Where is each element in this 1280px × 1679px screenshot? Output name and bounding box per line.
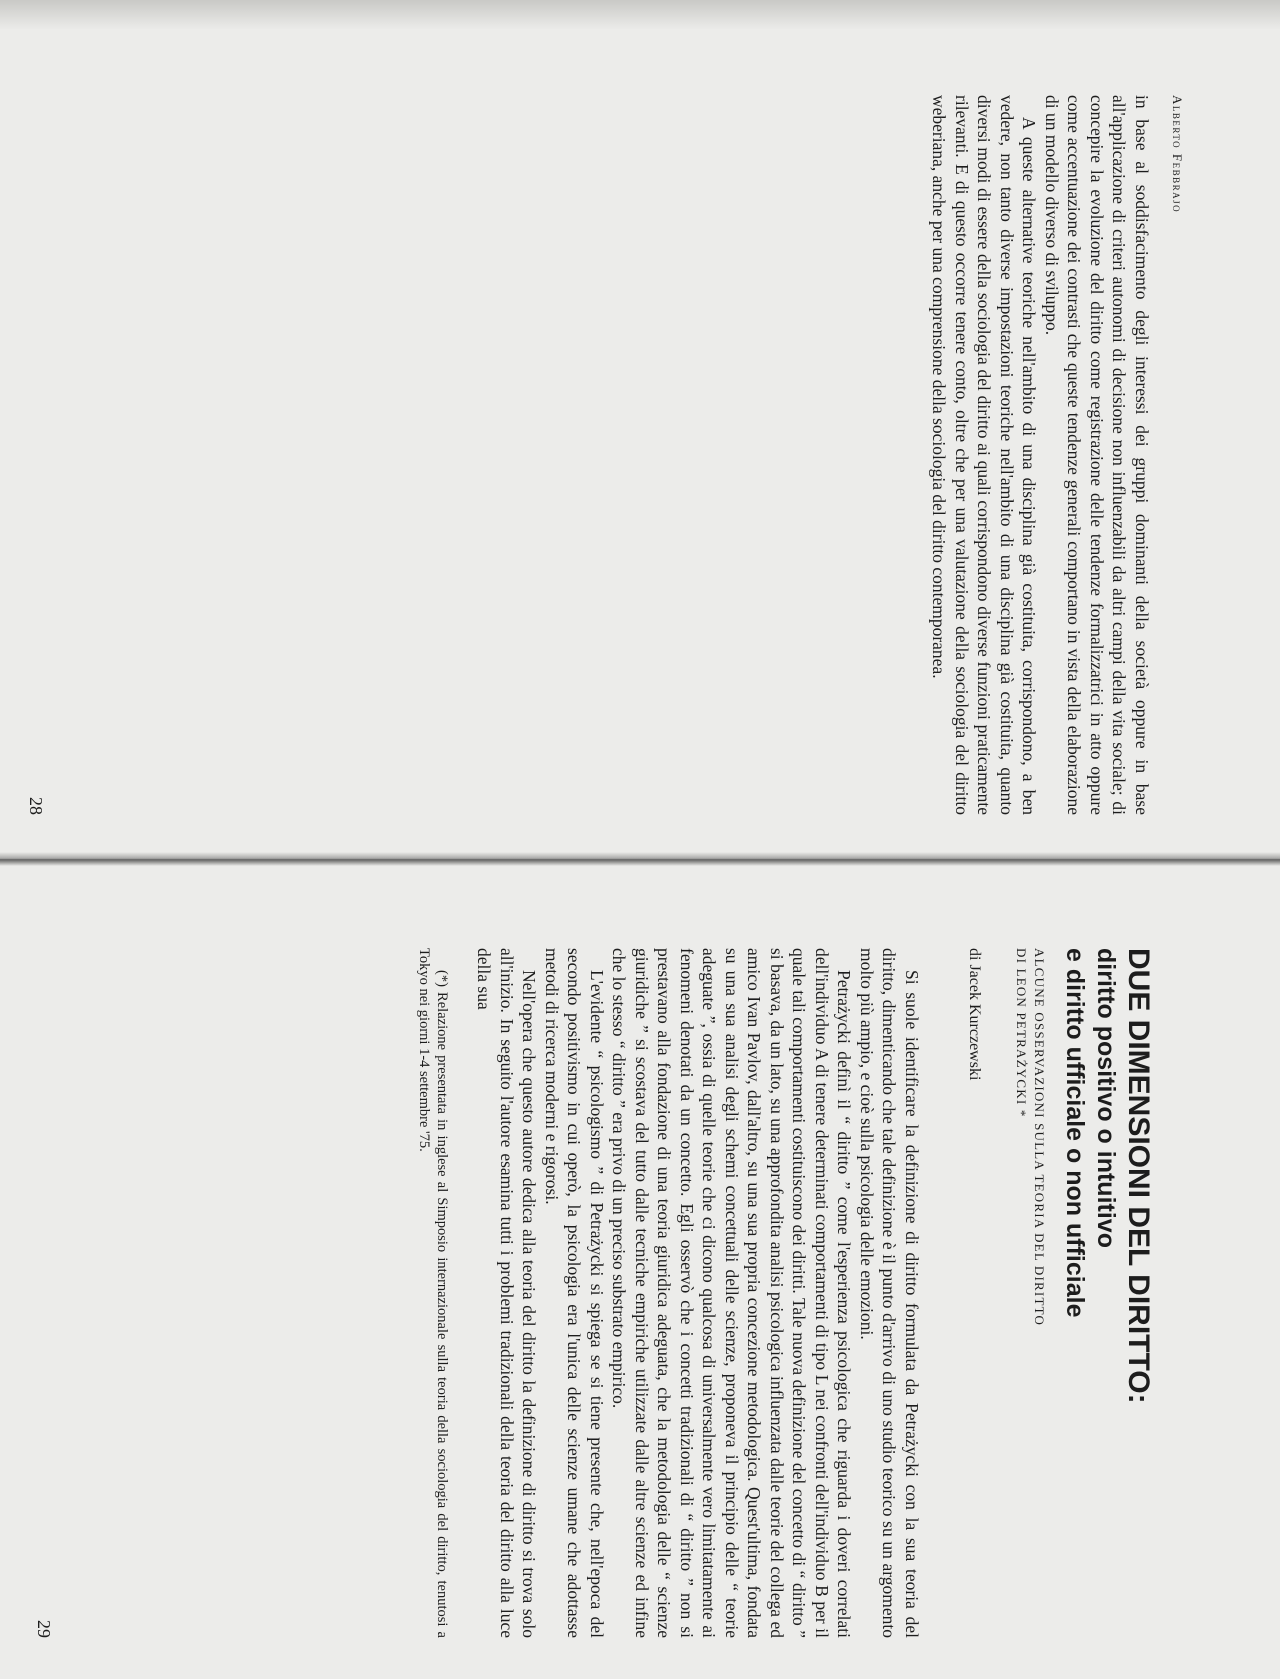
paragraph-1: in base al soddisfacimento degli interessi dei gruppi dominanti della società oppure in base all'applicazione di criteri autonomi di decisione non influenzabili da altri campi della vita sociale; di concepire la evoluzione del diritto come registrazione delle tendenze formalizzatrici in atto oppure come accentuazione dei contrasti che queste tendenze generali comportano in vista della elaborazione di un modello diverso di sviluppo.	[1042, 95, 1152, 815]
book-fold-line	[0, 852, 1280, 866]
paragraph-3: L'evidente “ psicologismo ” di Petrażycki si spiega se si tiene presente che, nell'epoca del secondo positivismo in cui operò, la psicologia era l'unica delle scienze umane che adottasse metodi di ricerca moderni e rigorosi.	[542, 948, 607, 1638]
article-subtitle-line-1: diritto positivo o intuitivo	[1092, 948, 1120, 1248]
paragraph-2: Petrażycki definì il “ diritto ” come l'esperienza psicologica che riguarda i doveri correlati dell'individuo A di tenere determinati comportamenti di tipo L nei confronti dell'individuo B per il quale tali comportamenti costituiscono dei diritti. Tale nuova definizione del concetto di “ diritto ” si basava, da un lato, su una approfondita analisi psicologica influenzata dalle teorie del collega ed amico Ivan Pavlov, dall'altro, su una sua propria concezione metodologica. Quest'ultima, fondata su una sua analisi degli schemi concettuali delle scienze, proponeva il principio delle “ teorie adeguate ”, ossia di quelle teorie che ci dicono qualcosa di universalmente vero limitatamente ai fenomeni denotati da un concetto. Egli osservò che i concetti tradizionali di “ diritto ” non si prestavano alla fondazione di una teoria giuridica adeguata, che la metodologia delle “ scienze giuridiche ” si scostava del tutto dalle tecniche empiriche utilizzate dalle altre scienze ed infine che lo stesso “ diritto ” era privo di un preciso substrato empirico.	[609, 948, 855, 1638]
running-head: Alberto Febbrajo	[1170, 95, 1185, 214]
article-subheading-line-2: DI LEON PETRAŻYCKI *	[1014, 948, 1029, 1118]
article-title: DUE DIMENSIONI DEL DIRITTO:	[1122, 948, 1155, 1404]
article-subtitle-line-2: e diritto ufficiale o non ufficiale	[1061, 948, 1089, 1318]
article-subheading-line-1: ALCUNE OSSERVAZIONI SULLA TEORIA DEL DIRITTO	[1032, 948, 1047, 1327]
paragraph-2: A queste alternative teoriche nell'ambito di una disciplina già costituita, corrispondono, a ben vedere, non tanto diverse impostazioni teoriche nell'ambito di una disciplina già costituita, quanto diversi modi di essere della sociologia del diritto ai quali corrispondono diverse funzioni praticamente rilevanti. E di questo occorre tenere conto, oltre che per una valutazione della sociologia del diritto weberiana, anche per una comprensione della sociologia del diritto contemporanea.	[929, 95, 1040, 815]
footnote: (*) Relazione presentata in inglese al Simposio internazionale sulla teoria della sociologia del diritto, tenutosi a Tokyo nei giorni 1-4 settembre '75.	[416, 948, 450, 1638]
scan-shadow-top	[0, 0, 1280, 30]
page-28	[25, 95, 1185, 815]
page-29	[35, 948, 1155, 1638]
page-number: 28	[26, 797, 46, 815]
author-byline: di Jacek Kurczewski	[966, 948, 983, 1081]
paragraph-1: Si suole identificare la definizione di diritto formulata da Petrażycki con la sua teoria del diritto, dimenticando che tale definizione è il punto d'arrivo di uno studio teorico su un argomento molto più ampio, e cioè sulla psicologia delle emozioni.	[857, 948, 922, 1638]
paragraph-4: Nell'opera che questo autore dedica alla teoria del diritto la definizione di diritto si trova solo all'inizio. In seguito l'autore esamina tutti i problemi tradizionali della teoria del diritto alla luce della sua	[474, 948, 540, 1638]
page-number: 29	[34, 1620, 54, 1638]
